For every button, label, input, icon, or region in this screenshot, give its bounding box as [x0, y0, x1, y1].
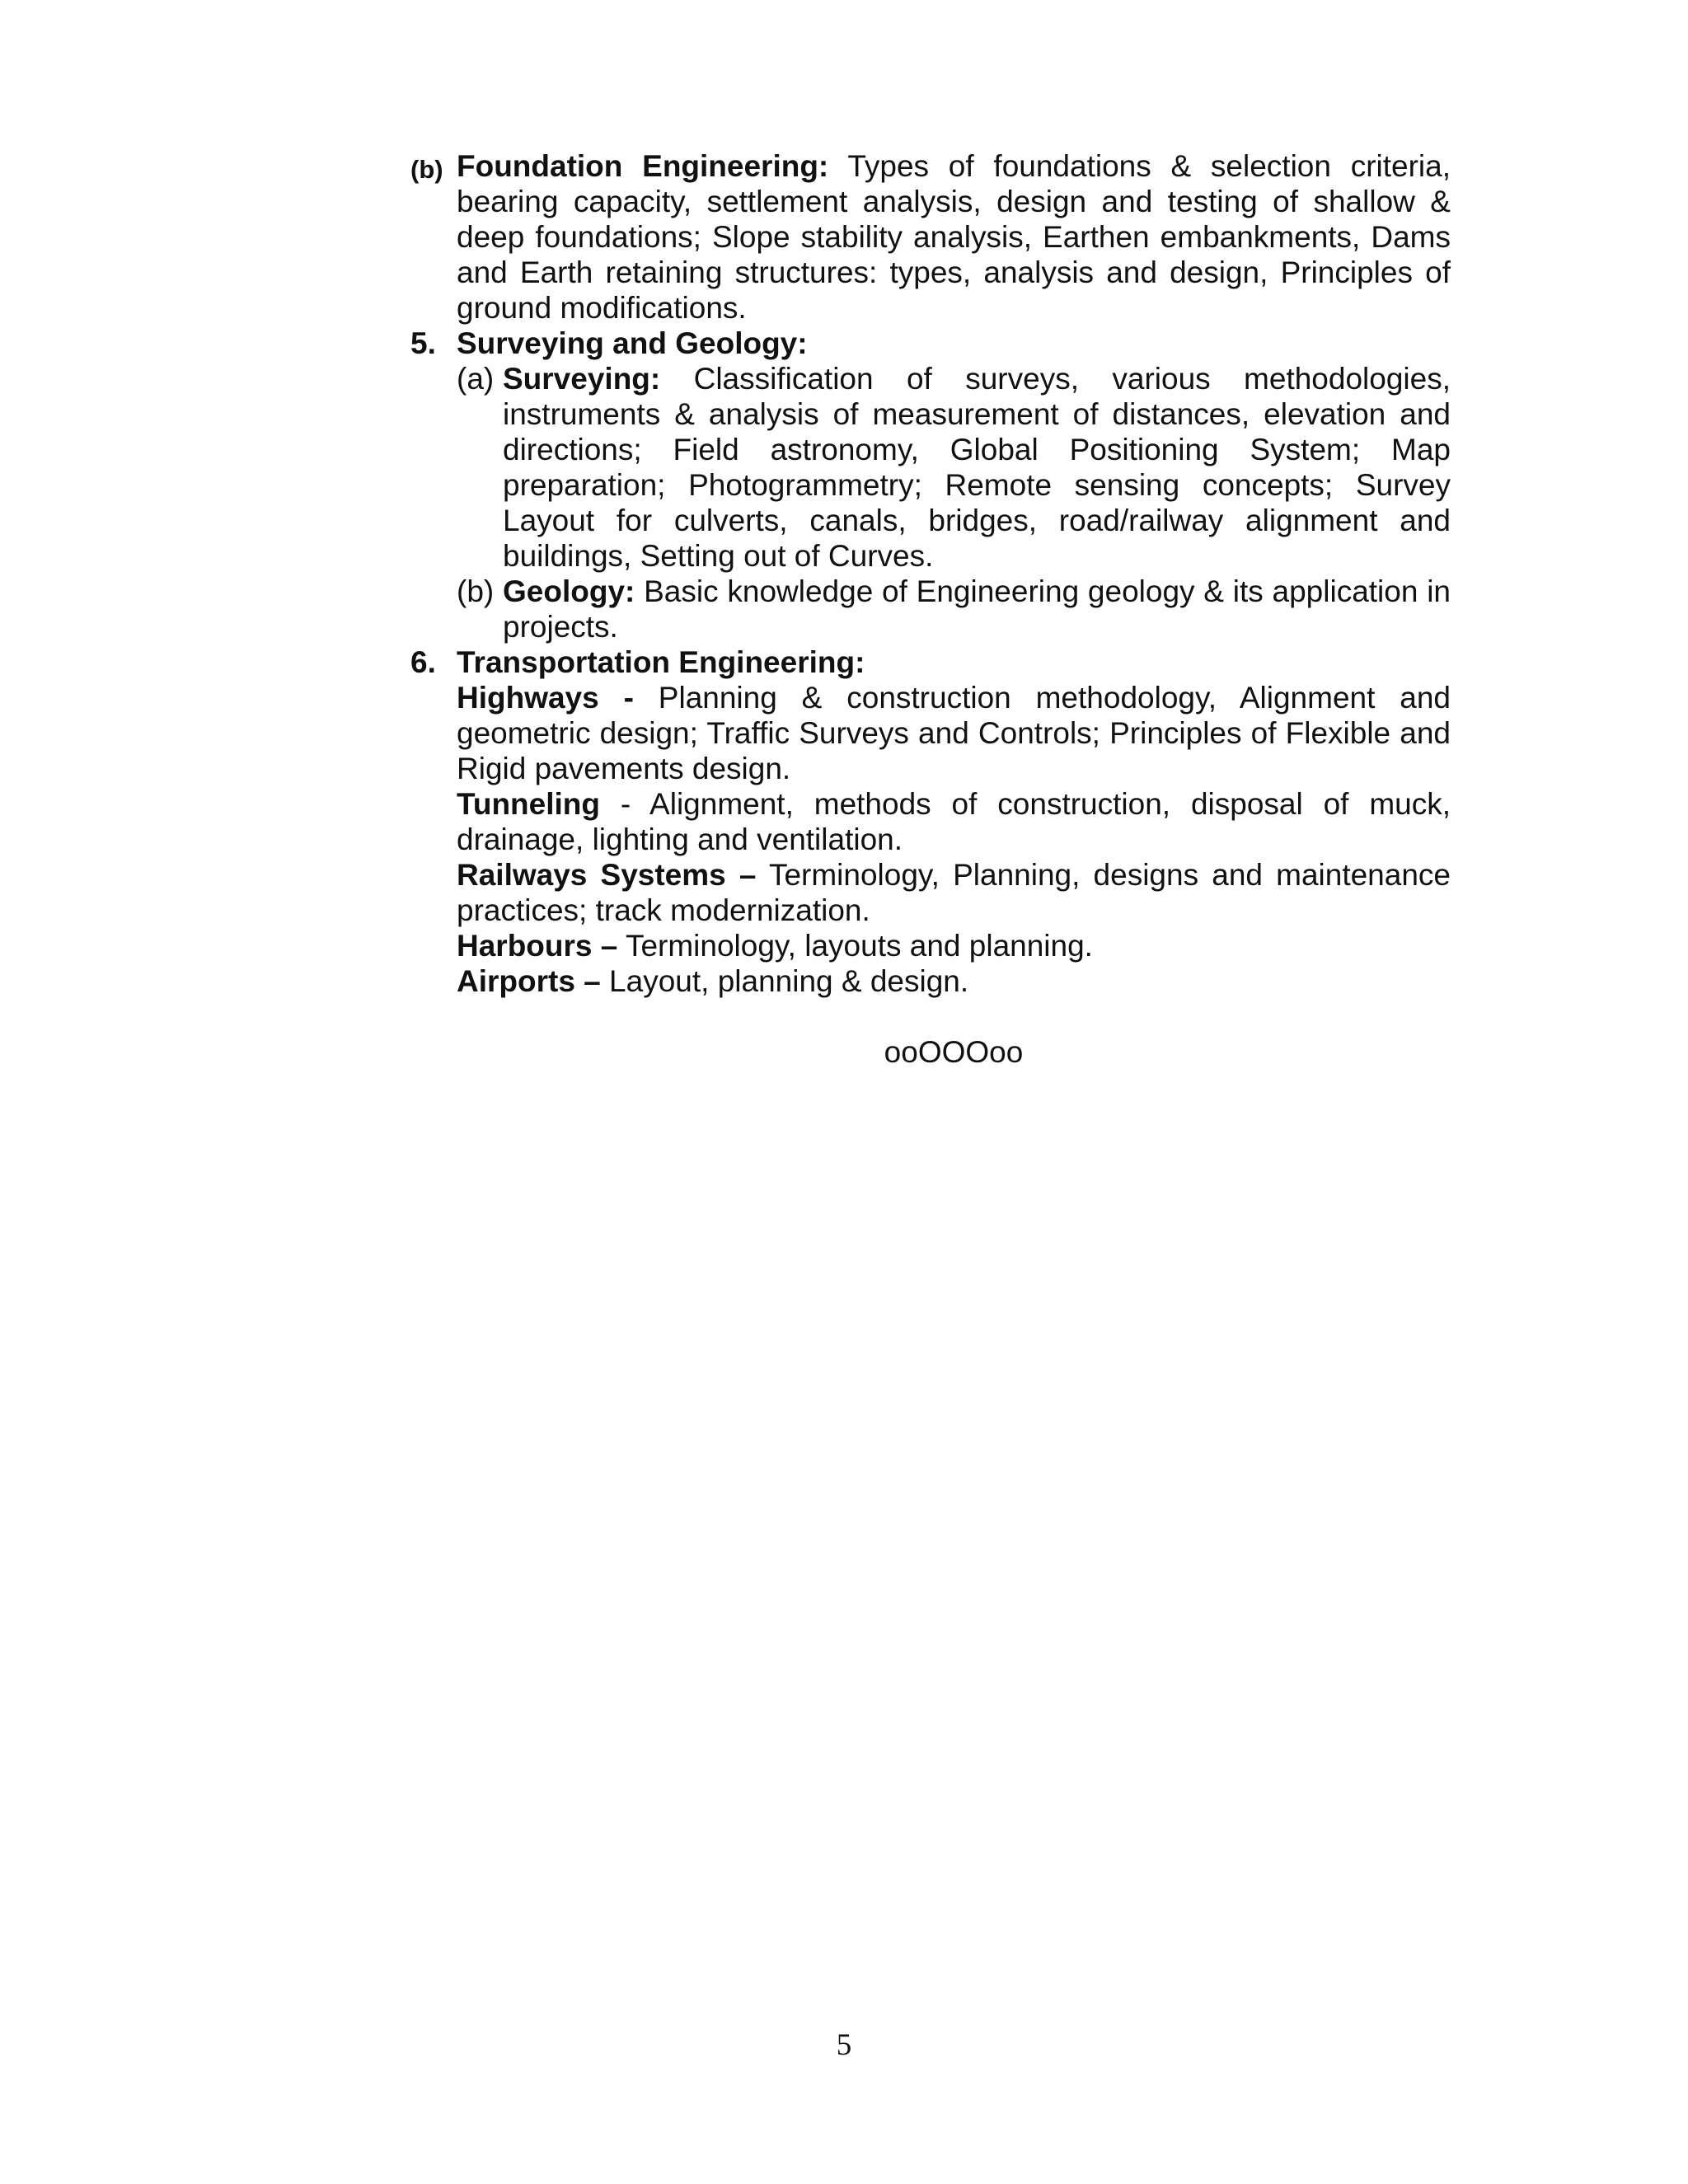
section-5-title: Surveying and Geology: [457, 326, 808, 360]
highways-paragraph [457, 680, 1451, 786]
section-5-number: 5. [410, 326, 436, 360]
geology-title: Geology: [503, 574, 635, 608]
highways-text: Planning & construction methodology, Alignment and geometric design; Traffic Surveys and Controls; Principles of Flexible and Rigid pavements design. [457, 681, 1451, 785]
geology-label: (b) [457, 574, 495, 608]
airports-text: Layout, planning & design. [600, 964, 969, 998]
surveying-text: Classification of surveys, various methodologies, instruments & analysis of measurement of distances, elevation and directions; Field astronomy, Global Positioning System; Map preparation; Photogrammetry; Remote sensing concepts; Survey Layout for culverts, canals, bridges, road/railway alignment and buildings, Setting out of Curves. [503, 362, 1451, 573]
surveying-paragraph [503, 361, 1451, 574]
railways-text: Terminology, Planning, designs and maintenance practices; track modernization. [457, 858, 1451, 927]
section-6-title: Transportation Engineering: [457, 645, 865, 679]
foundation-label: (b) [410, 155, 443, 184]
geology-text: Basic knowledge of Engineering geology & its application in projects. [503, 574, 1451, 644]
end-mark: ooOOOoo [884, 1035, 1024, 1069]
foundation-title: Foundation Engineering: [457, 149, 829, 183]
geology-item [457, 574, 1451, 644]
surveying-label: (a) [457, 362, 495, 396]
section-6-number: 6. [410, 645, 436, 679]
foundation-text: Types of foundations & selection criteria, bearing capacity, settlement analysis, design and testing of shallow & deep foundations; Slope stability analysis, Earthen embankments, Dams and Earth retaining structures: types, analysis and design, Principles of ground modifications. [457, 149, 1451, 325]
highways-title: Highways - [457, 681, 634, 715]
syllabus-content [410, 148, 1451, 1070]
railways-title: Railways Systems – [457, 858, 757, 892]
section-6-body [457, 644, 1451, 999]
tunneling-paragraph [457, 786, 1451, 857]
airports-paragraph [457, 963, 1451, 999]
harbours-text: Terminology, layouts and planning. [617, 929, 1093, 963]
harbours-title: Harbours – [457, 929, 618, 963]
harbours-paragraph [457, 928, 1451, 963]
foundation-paragraph [457, 148, 1451, 326]
railways-paragraph [457, 857, 1451, 928]
section-5-body [457, 326, 1451, 644]
tunneling-text: - Alignment, methods of construction, disposal of muck, drainage, lighting and ventilation. [457, 787, 1451, 856]
surveying-title: Surveying: [503, 362, 661, 396]
section-6 [410, 644, 1451, 999]
airports-title: Airports – [457, 964, 601, 998]
page-number: 5 [836, 2028, 852, 2062]
surveying-item [457, 361, 1451, 574]
tunneling-title: Tunneling [457, 787, 600, 821]
foundation-engineering-block [410, 148, 1451, 326]
section-5 [410, 326, 1451, 644]
geology-paragraph [503, 574, 1451, 644]
